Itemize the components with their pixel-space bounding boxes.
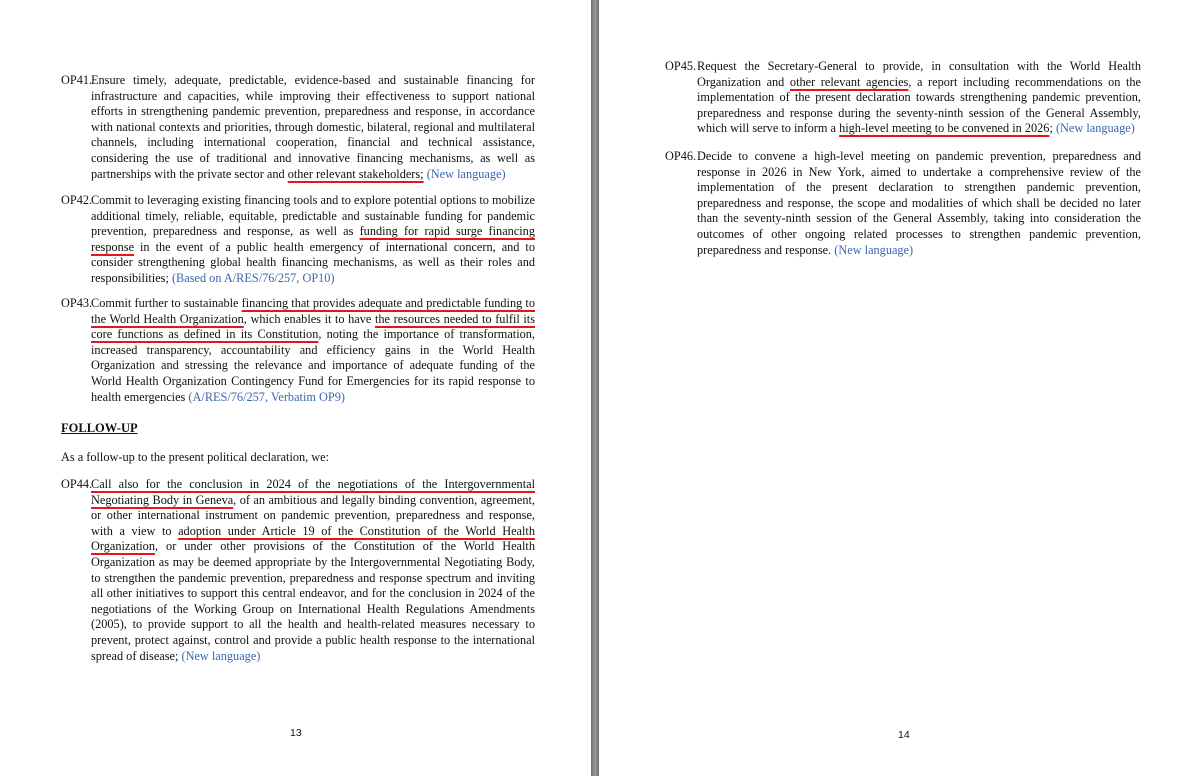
text-segment: , of an ambitious and legally binding convention, agreement, or other international instrument on pandemic prevention, preparedness and response, with a view to xyxy=(91,492,535,538)
source-reference: (New language) xyxy=(181,648,261,663)
paragraph-number: OP43. xyxy=(61,296,93,310)
paragraph-number: OP44. xyxy=(61,477,93,491)
paragraph-number: OP42. xyxy=(61,193,93,207)
text-segment: , which enables it to have xyxy=(243,311,375,326)
page-gutter xyxy=(591,0,599,776)
page-number: 14 xyxy=(898,729,910,741)
text-segment: , or under other provisions of the Constitution of the World Health Organization as may be deemed appropriate by the Intergovernmental Negotiating Body, to strengthen the pandemic prevention, preparedness and response spectrum and inviting all other initiatives to support this central endeavor, and for the conclusion in 2024 of the negotiations of the Working Group on International Health Regulations Amendments (2005), to provide support to all the health and health-related measures necessary to prevent, protect against, control and provide a public health response to the international spread of disease; xyxy=(91,539,535,663)
text-segment: in the event of a public health emergency of international concern, and to consider strengthening global health financing mechanisms, as well as their roles and responsibilities; xyxy=(91,239,535,285)
text-segment: ; xyxy=(1049,121,1056,136)
underlined-phrase: other relevant stakeholders; xyxy=(287,166,424,181)
text-segment: Commit further to sustainable xyxy=(91,296,242,310)
underlined-phrase: high-level meeting to be convened in 2026 xyxy=(839,121,1050,136)
underlined-phrase: Call also for the conclusion in 2024 of the negotiations of the Intergovernmental Negotiating Body in Geneva xyxy=(91,477,535,507)
document-page-14 xyxy=(599,0,1200,776)
paragraph-text xyxy=(697,59,1141,137)
text-segment: , a report including recommendations on the implementation of the present declaration towards strengthening pandemic prevention, preparedness and response during the seventy-ninth session of the General Assembly, which will serve to inform a xyxy=(697,74,1141,136)
source-reference: (New language) xyxy=(834,242,914,257)
text-segment: Decide to convene a high-level meeting on pandemic prevention, preparedness and response in 2026 in New York, aimed to undertake a comprehensive review of the implementation of the present declaration to strengthen pandemic prevention, preparedness and response, the scope and modalities of which shall be decided no later than the seventy-ninth session of the General Assembly, taking into consideration the outcomes of other ongoing related processes to strengthen pandemic prevention, preparedness and response. xyxy=(697,149,1141,257)
document-page-13 xyxy=(0,0,591,776)
source-reference: (New language) xyxy=(1055,121,1135,136)
text-segment: Commit to leveraging existing financing tools and to explore potential options to mobilize additional timely, reliable, equitable, predictable and sustainable funding for pandemic prevention, preparedness and response, as well as xyxy=(91,193,535,239)
follow-up-intro: As a follow-up to the present political declaration, we: xyxy=(61,450,330,464)
underlined-phrase: other relevant agencies xyxy=(789,74,909,89)
paragraph-text xyxy=(91,477,535,664)
paragraph-number: OP45. xyxy=(665,59,697,73)
underlined-phrase: funding for rapid surge financing response xyxy=(91,224,535,254)
page-number: 13 xyxy=(290,727,302,739)
paragraph-text xyxy=(697,149,1141,258)
paragraph-text xyxy=(91,73,535,182)
underlined-phrase: the resources needed to fulfil its core functions as defined in its Constitution xyxy=(91,311,536,342)
text-segment: Ensure timely, adequate, predictable, evidence-based and sustainable financing for infrastructure and capacities, while improving their effectiveness to support national efforts in strengthening pandemic prevention, preparedness and response, in accordance with national contexts and priorities, through domestic, bilateral, regional and multilateral channels, including international cooperation, financial and technical assistance, considering the use of traditional and innovative financing mechanisms, as well as partnerships with the private sector and xyxy=(91,73,535,181)
paragraph-number: OP41. xyxy=(61,73,93,87)
underlined-phrase: financing that provides adequate and predictable funding to the World Health Organization xyxy=(91,296,535,326)
underlined-phrase: adoption under Article 19 of the Constitution of the World Health Organization xyxy=(91,523,535,554)
paragraph-text xyxy=(91,193,535,287)
source-reference: (New language) xyxy=(426,166,506,181)
paragraph-number: OP46. xyxy=(665,149,697,163)
section-heading-follow-up: FOLLOW-UP xyxy=(61,421,138,435)
text-segment: Request the Secretary-General to provide, in consultation with the World Health Organization and xyxy=(697,59,1141,89)
text-segment: , noting the importance of transformation, increased transparency, accountability and efficiency gains in the World Health Organization and stressing the relevance and importance of adequate funding of the World Health Organization Contingency Fund for Emergencies for its rapid response to health emergencies xyxy=(91,327,536,404)
paragraph-text xyxy=(91,296,535,405)
source-reference: (Based on A/RES/76/257, OP10) xyxy=(171,270,335,285)
source-reference: (A/RES/76/257, Verbatim OP9) xyxy=(188,389,345,404)
